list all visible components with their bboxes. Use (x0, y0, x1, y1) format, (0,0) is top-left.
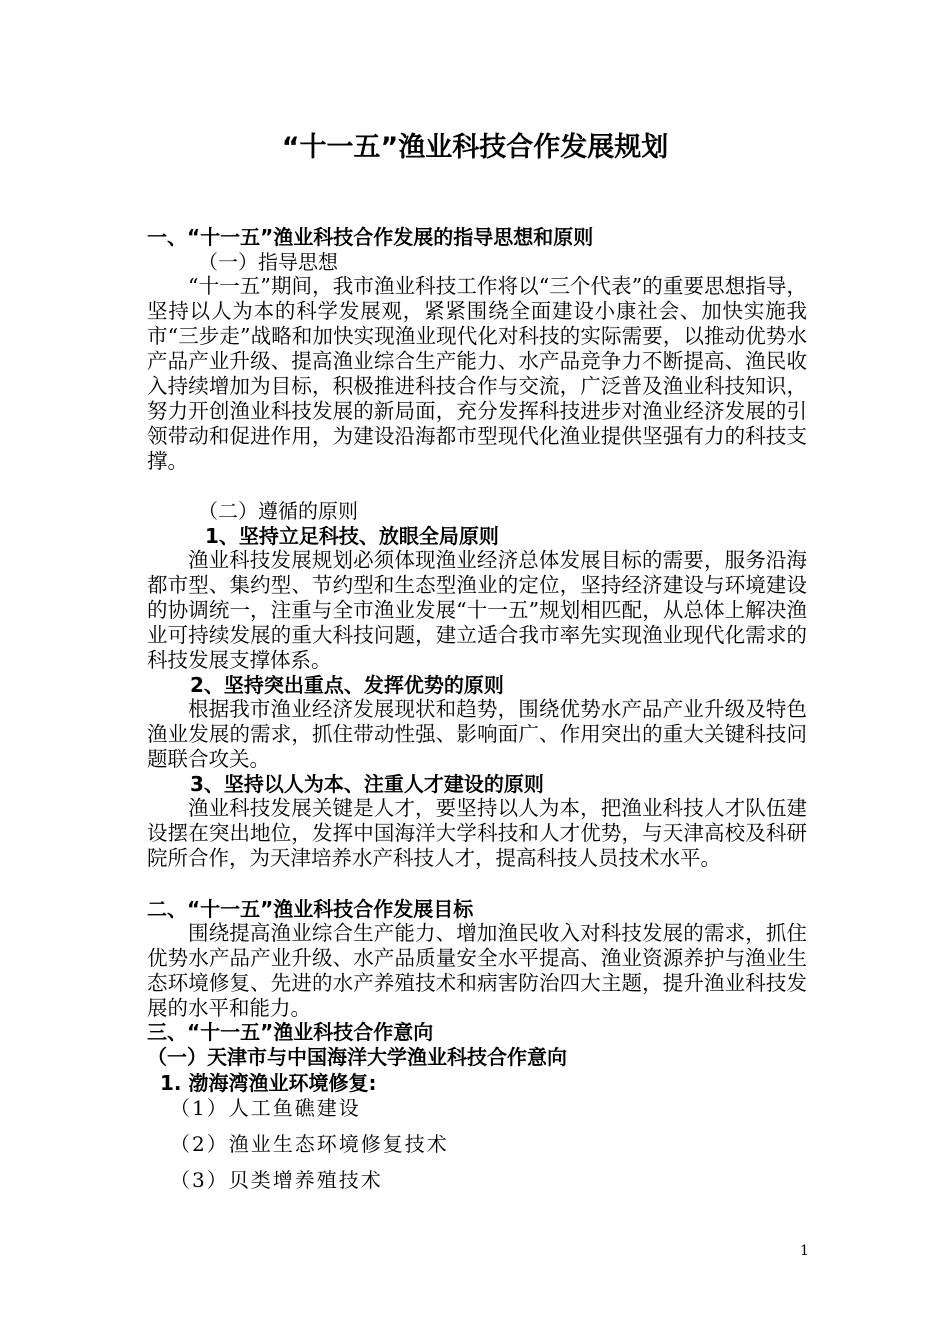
subsection-3-1-heading: （一）天津市与中国海洋大学渔业科技合作意向 (147, 1045, 567, 1069)
page-number: 1 (800, 1243, 809, 1259)
principle-1-heading: 1、坚持立足科技、放眼全局原则 (205, 524, 499, 548)
section-1-heading: 一、“十一五”渔业科技合作发展的指导思想和原则 (147, 225, 594, 249)
list-item: （3）贝类增养殖技术 (170, 1168, 383, 1192)
principle-2-heading: 2、坚持突出重点、发挥优势的原则 (190, 673, 504, 697)
item-group-heading: 1. 渤海湾渔业环境修复: (160, 1071, 377, 1095)
guiding-thought-paragraph: “十一五”期间，我市渔业科技工作将以“三个代表”的重要思想指导，坚持以人为本的科学发展观，紧紧围绕全面建设小康社会、加快实施我市“三步走”战略和加快实现渔业现代化对科技的实际需要，以推动优势水产品产业升级、提高渔业综合生产能力、水产品竞争力不断提高、渔民收入持续增加为目标，积极推进科技合作与交流，广泛普及渔业科技知识，努力开创渔业科技发展的新局面，充分发挥科技进步对渔业经济发展的引领带动和促进作用，为建设沿海都市型现代化渔业提供坚强有力的科技支撑。 (147, 274, 807, 473)
principle-3-heading: 3、坚持以人为本、注重人才建设的原则 (190, 772, 544, 796)
section-3-heading: 三、“十一五”渔业科技合作意向 (147, 1020, 434, 1044)
principle-1-paragraph: 渔业科技发展规划必须体现渔业经济总体发展目标的需要，服务沿海都市型、集约型、节约型和生态型渔业的定位，坚持经济建设与环境建设的协调统一，注重与全市渔业发展“十一五”规划相匹配，从总体上解决渔业可持续发展的重大科技问题，建立适合我市率先实现渔业现代化需求的科技发展支撑体系。 (147, 548, 807, 672)
list-item: （1）人工鱼礁建设 (170, 1096, 361, 1120)
subsection-1-heading: （一）指导思想 (198, 250, 338, 274)
document-title: “十一五”渔业科技合作发展规划 (281, 132, 669, 163)
list-item: （2）渔业生态环境修复技术 (170, 1132, 449, 1156)
principle-3-paragraph: 渔业科技发展关键是人才，要坚持以人为本，把渔业科技人才队伍建设摆在突出地位，发挥中国海洋大学科技和人才优势，与天津高校及科研院所合作，为天津培养水产科技人才，提高科技人员技术水平。 (147, 796, 807, 870)
goals-paragraph: 围绕提高渔业综合生产能力、增加渔民收入对科技发展的需求，抓住优势水产品产业升级、水产品质量安全水平提高、渔业资源养护与渔业生态环境修复、先进的水产养殖技术和病害防治四大主题，提升渔业科技发展的水平和能力。 (147, 921, 807, 1020)
principle-2-paragraph: 根据我市渔业经济发展现状和趋势，围绕优势水产品产业升级及特色渔业发展的需求，抓住带动性强、影响面广、作用突出的重大关键科技问题联合攻关。 (147, 697, 807, 771)
section-2-heading: 二、“十一五”渔业科技合作发展目标 (147, 897, 474, 921)
subsection-2-heading: （二）遵循的原则 (198, 499, 358, 523)
